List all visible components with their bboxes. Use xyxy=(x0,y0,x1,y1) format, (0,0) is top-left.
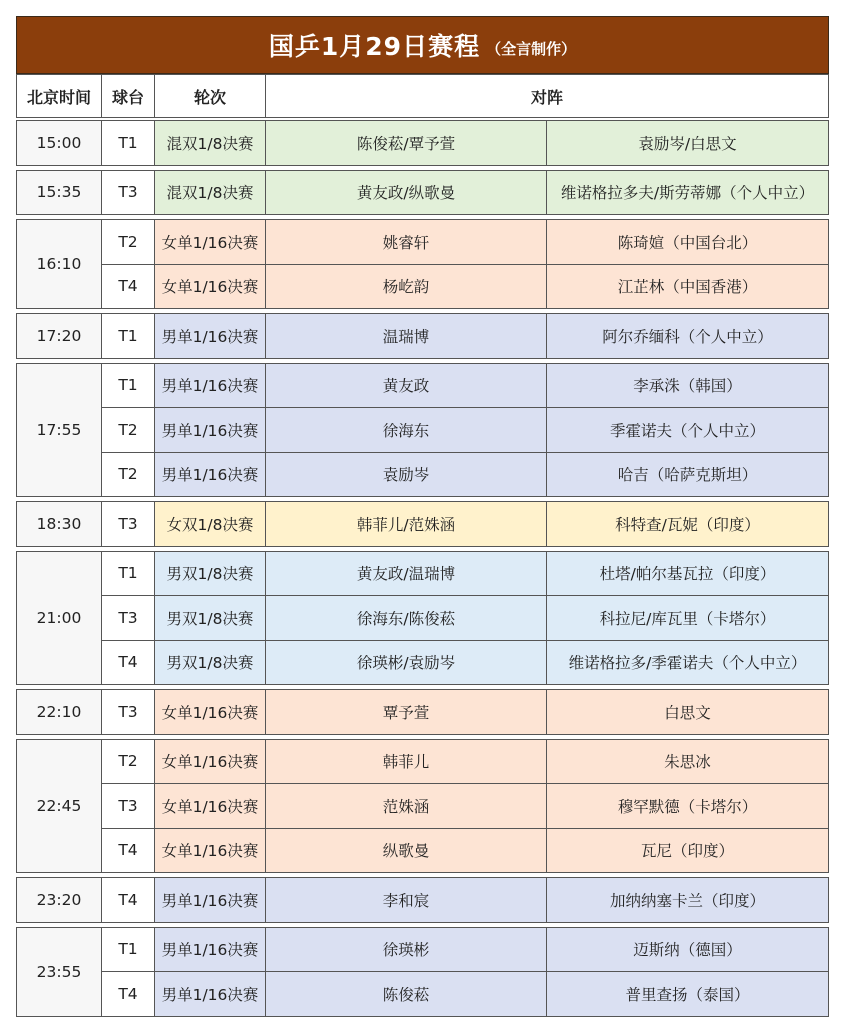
round-cell: 女单1/16决赛 xyxy=(154,219,266,265)
opponent-cell: 穆罕默德（卡塔尔） xyxy=(546,783,829,829)
time-cell: 22:45 xyxy=(16,739,102,874)
table-cell: T3 xyxy=(101,595,155,641)
home-player-cell: 黄友政/纵歌曼 xyxy=(265,170,547,216)
round-cell: 男单1/16决赛 xyxy=(154,407,266,453)
round-cell: 男双1/8决赛 xyxy=(154,640,266,686)
page-title: 国乒1月29日赛程 xyxy=(268,32,481,61)
home-player-cell: 徐海东 xyxy=(265,407,547,453)
opponent-cell: 哈吉（哈萨克斯坦） xyxy=(546,452,829,498)
opponent-cell: 普里查扬（泰国） xyxy=(546,971,829,1017)
time-block xyxy=(16,120,829,165)
opponent-cell: 杜塔/帕尔基瓦拉（印度） xyxy=(546,551,829,597)
round-cell: 女单1/16决赛 xyxy=(154,783,266,829)
round-cell: 男单1/16决赛 xyxy=(154,927,266,973)
table-cell: T4 xyxy=(101,640,155,686)
opponent-cell: 江芷林（中国香港） xyxy=(546,264,829,310)
header-time: 北京时间 xyxy=(16,74,102,118)
table-cell: T4 xyxy=(101,877,155,923)
time-cell: 23:55 xyxy=(16,927,102,1017)
opponent-cell: 科特查/瓦妮（印度） xyxy=(546,501,829,547)
time-block xyxy=(16,313,829,358)
round-cell: 男双1/8决赛 xyxy=(154,595,266,641)
home-player-cell: 范姝涵 xyxy=(265,783,547,829)
time-cell: 21:00 xyxy=(16,551,102,686)
table-cell: T2 xyxy=(101,452,155,498)
home-player-cell: 温瑞博 xyxy=(265,313,547,359)
home-player-cell: 徐瑛彬/袁励岑 xyxy=(265,640,547,686)
time-block xyxy=(16,170,829,215)
header-round: 轮次 xyxy=(154,74,266,118)
home-player-cell: 纵歌曼 xyxy=(265,828,547,874)
table-cell: T4 xyxy=(101,971,155,1017)
time-cell: 17:55 xyxy=(16,363,102,498)
round-cell: 男单1/16决赛 xyxy=(154,452,266,498)
opponent-cell: 维诺格拉多夫/斯劳蒂娜（个人中立） xyxy=(546,170,829,216)
time-cell: 17:20 xyxy=(16,313,102,359)
time-cell: 15:35 xyxy=(16,170,102,216)
round-cell: 男单1/16决赛 xyxy=(154,877,266,923)
opponent-cell: 阿尔乔缅科（个人中立） xyxy=(546,313,829,359)
table-cell: T3 xyxy=(101,170,155,216)
home-player-cell: 陈俊菘/覃予萱 xyxy=(265,120,547,166)
time-cell: 15:00 xyxy=(16,120,102,166)
table-header xyxy=(16,74,829,118)
table-cell: T3 xyxy=(101,783,155,829)
header-matchup: 对阵 xyxy=(265,74,829,118)
schedule-table xyxy=(16,16,829,1017)
home-player-cell: 覃予萱 xyxy=(265,689,547,735)
home-player-cell: 黄友政/温瑞博 xyxy=(265,551,547,597)
opponent-cell: 白思文 xyxy=(546,689,829,735)
time-cell: 22:10 xyxy=(16,689,102,735)
round-cell: 女单1/16决赛 xyxy=(154,828,266,874)
round-cell: 男单1/16决赛 xyxy=(154,363,266,409)
table-cell: T1 xyxy=(101,363,155,409)
table-cell: T2 xyxy=(101,407,155,453)
time-block xyxy=(16,927,829,1016)
home-player-cell: 陈俊菘 xyxy=(265,971,547,1017)
home-player-cell: 韩菲儿 xyxy=(265,739,547,785)
opponent-cell: 朱思冰 xyxy=(546,739,829,785)
time-block xyxy=(16,219,829,308)
home-player-cell: 姚睿轩 xyxy=(265,219,547,265)
time-block xyxy=(16,739,829,873)
header-table: 球台 xyxy=(101,74,155,118)
time-cell: 18:30 xyxy=(16,501,102,547)
time-block xyxy=(16,501,829,546)
round-cell: 混双1/8决赛 xyxy=(154,170,266,216)
table-cell: T1 xyxy=(101,551,155,597)
home-player-cell: 袁励岑 xyxy=(265,452,547,498)
home-player-cell: 黄友政 xyxy=(265,363,547,409)
table-cell: T1 xyxy=(101,313,155,359)
time-cell: 16:10 xyxy=(16,219,102,309)
home-player-cell: 徐海东/陈俊菘 xyxy=(265,595,547,641)
opponent-cell: 季霍诺夫（个人中立） xyxy=(546,407,829,453)
round-cell: 男双1/8决赛 xyxy=(154,551,266,597)
round-cell: 女双1/8决赛 xyxy=(154,501,266,547)
home-player-cell: 杨屹韵 xyxy=(265,264,547,310)
title-bar xyxy=(16,16,829,74)
home-player-cell: 徐瑛彬 xyxy=(265,927,547,973)
table-cell: T2 xyxy=(101,219,155,265)
opponent-cell: 维诺格拉多/季霍诺夫（个人中立） xyxy=(546,640,829,686)
round-cell: 女单1/16决赛 xyxy=(154,739,266,785)
time-block xyxy=(16,551,829,685)
round-cell: 男单1/16决赛 xyxy=(154,971,266,1017)
opponent-cell: 加纳纳塞卡兰（印度） xyxy=(546,877,829,923)
home-player-cell: 韩菲儿/范姝涵 xyxy=(265,501,547,547)
opponent-cell: 迈斯纳（德国） xyxy=(546,927,829,973)
table-cell: T3 xyxy=(101,501,155,547)
round-cell: 男单1/16决赛 xyxy=(154,313,266,359)
table-cell: T2 xyxy=(101,739,155,785)
opponent-cell: 科拉尼/库瓦里（卡塔尔） xyxy=(546,595,829,641)
table-cell: T3 xyxy=(101,689,155,735)
opponent-cell: 陈琦媗（中国台北） xyxy=(546,219,829,265)
round-cell: 女单1/16决赛 xyxy=(154,689,266,735)
time-block xyxy=(16,363,829,497)
time-block xyxy=(16,877,829,922)
opponent-cell: 瓦尼（印度） xyxy=(546,828,829,874)
table-cell: T1 xyxy=(101,927,155,973)
table-cell: T4 xyxy=(101,828,155,874)
round-cell: 女单1/16决赛 xyxy=(154,264,266,310)
opponent-cell: 袁励岑/白思文 xyxy=(546,120,829,166)
round-cell: 混双1/8决赛 xyxy=(154,120,266,166)
home-player-cell: 李和宸 xyxy=(265,877,547,923)
opponent-cell: 李承洙（韩国） xyxy=(546,363,829,409)
author-credit: （全言制作） xyxy=(486,39,577,58)
table-cell: T1 xyxy=(101,120,155,166)
table-cell: T4 xyxy=(101,264,155,310)
time-cell: 23:20 xyxy=(16,877,102,923)
time-block xyxy=(16,689,829,734)
